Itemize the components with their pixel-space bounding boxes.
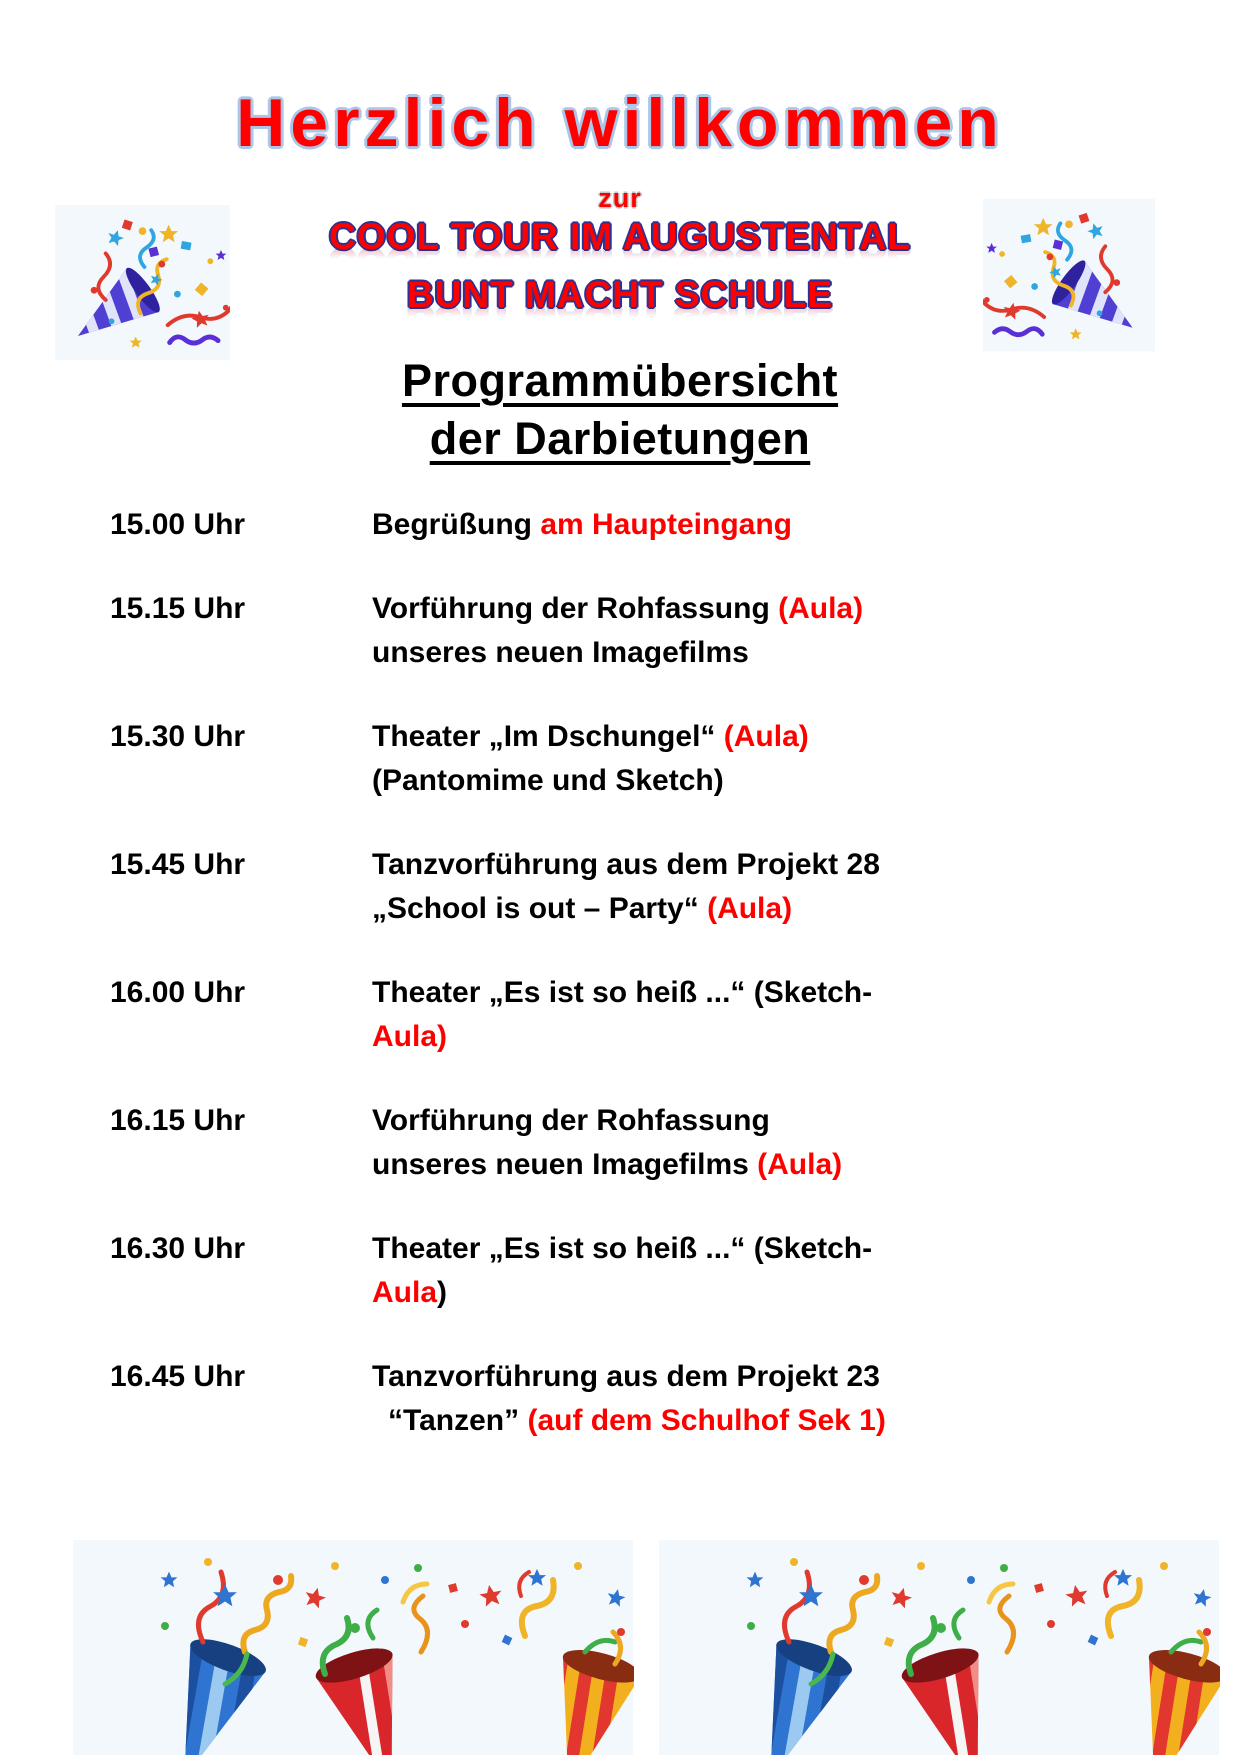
page-title: Herzlich willkommen xyxy=(236,85,1004,161)
party-poppers-row-icon xyxy=(658,1540,1220,1755)
schedule-entry xyxy=(110,1099,1210,1187)
event-description xyxy=(372,503,1210,547)
event-description xyxy=(372,1099,1210,1187)
schedule-entry xyxy=(110,1227,1210,1315)
schedule-entry xyxy=(110,503,1210,547)
heading-line2: der Darbietungen xyxy=(429,413,811,464)
event-description xyxy=(372,971,1210,1059)
time-label: 16.15 Uhr xyxy=(110,1104,246,1137)
event-text: Theater „Es ist so heiß ...“ (Sketch- xyxy=(372,1232,873,1265)
party-poppers-row-image-left xyxy=(72,1540,634,1755)
event-text: Theater „Es ist so heiß ...“ (Sketch- xyxy=(372,976,873,1009)
event-location-text: am Haupteingang xyxy=(540,508,793,541)
event-location-text: (Aula) xyxy=(723,720,809,753)
event-location-text: Aula) xyxy=(372,1020,447,1053)
event-description xyxy=(372,1227,1210,1315)
event-description xyxy=(372,1355,1210,1443)
schedule-entry xyxy=(110,587,1210,675)
event-text: Vorführung der Rohfassung xyxy=(372,592,779,625)
event-description xyxy=(372,843,1210,931)
event-text: Tanzvorführung aus dem Projekt 28 xyxy=(372,848,880,881)
schedule-entry xyxy=(110,971,1210,1059)
event-text: Begrüßung xyxy=(372,508,541,541)
event-location-text: (Aula) xyxy=(778,592,864,625)
party-poppers-row-icon xyxy=(72,1540,634,1755)
time-label: 16.00 Uhr xyxy=(110,976,246,1009)
subtitle-line1: COOL TOUR IM AUGUSTENTAL xyxy=(329,216,911,257)
event-text: Vorführung der Rohfassung xyxy=(372,1104,770,1137)
program-heading xyxy=(0,352,1240,468)
schedule xyxy=(110,503,1210,1483)
time-label: 16.45 Uhr xyxy=(110,1360,246,1393)
schedule-entry xyxy=(110,1355,1210,1443)
event-location-text: (auf dem Schulhof Sek 1) xyxy=(527,1404,886,1437)
time-label: 15.30 Uhr xyxy=(110,720,246,753)
event-text: unseres neuen Imagefilms xyxy=(372,636,749,669)
event-text: ) xyxy=(437,1276,448,1309)
event-description xyxy=(372,587,1210,675)
subtitle-line2: BUNT MACHT SCHULE xyxy=(406,274,834,315)
event-text: “Tanzen” xyxy=(388,1404,528,1437)
time-label: 15.15 Uhr xyxy=(110,592,246,625)
time-label: 15.00 Uhr xyxy=(110,508,246,541)
event-location-text: Aula xyxy=(372,1276,438,1309)
event-text: „School is out – Party“ xyxy=(372,892,708,925)
party-poppers-row-image-right xyxy=(658,1540,1220,1755)
pre-subtitle: zur xyxy=(598,183,642,213)
time-label: 16.30 Uhr xyxy=(110,1232,246,1265)
event-description xyxy=(372,715,1210,803)
event-text: (Pantomime und Sketch) xyxy=(372,764,724,797)
schedule-entry xyxy=(110,715,1210,803)
event-location-text: (Aula) xyxy=(757,1148,843,1181)
event-location-text: (Aula) xyxy=(707,892,793,925)
heading-line1: Programmübersicht xyxy=(401,355,839,406)
event-text: Tanzvorführung aus dem Projekt 23 xyxy=(372,1360,880,1393)
time-label: 15.45 Uhr xyxy=(110,848,246,881)
event-text: unseres neuen Imagefilms xyxy=(372,1148,758,1181)
schedule-entry xyxy=(110,843,1210,931)
event-text: Theater „Im Dschungel“ xyxy=(372,720,724,753)
